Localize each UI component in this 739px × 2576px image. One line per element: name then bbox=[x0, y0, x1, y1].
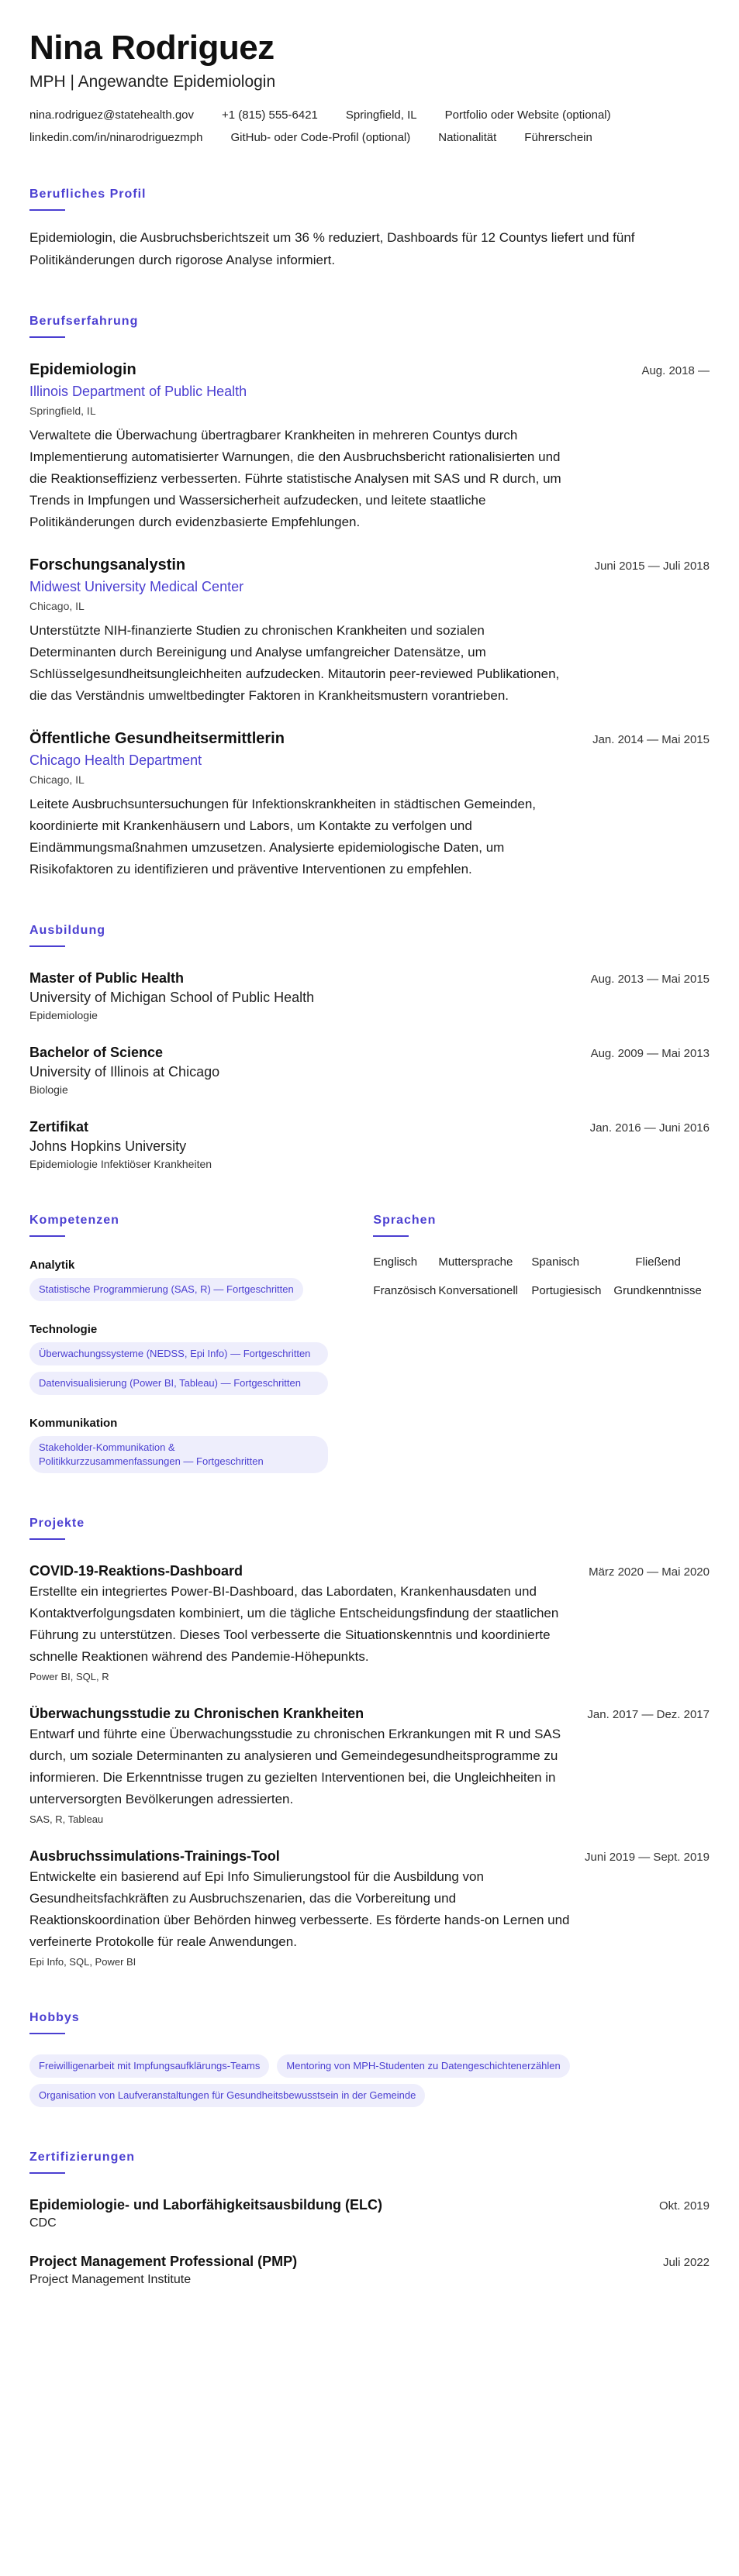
hobby-pill: Mentoring von MPH-Studenten zu Datengeschichtenerzählen bbox=[277, 2054, 569, 2078]
candidate-name: Nina Rodriguez bbox=[29, 29, 275, 67]
candidate-title: MPH | Angewandte Epidemiologin bbox=[29, 73, 276, 91]
project-title: Überwachungsstudie zu Chronischen Krankheiten bbox=[29, 1706, 364, 1722]
certification-date: Juli 2022 bbox=[662, 2256, 710, 2270]
field-of-study: Biologie bbox=[29, 1083, 68, 1097]
project-entry bbox=[29, 1848, 710, 1968]
project-title: COVID-19-Reaktions-Dashboard bbox=[29, 1563, 243, 1579]
job-description: Leitete Ausbruchsuntersuchungen für Infektionskrankheiten in städtischen Gemeinden, koordinierte mit Krankenhäusern und Labors, um Kontakte zu verfolgen und Eindämmungsmaßnahmen umzusetzen. Analysierte epidemiologische Daten, um Risikofaktoren zu identifizieren und präventive Interventionen zu empfehlen. bbox=[29, 797, 537, 877]
education-entry bbox=[29, 1119, 710, 1170]
section-heading: Berufliches Profil bbox=[29, 188, 147, 201]
section-heading: Projekte bbox=[29, 1517, 85, 1531]
section-divider bbox=[373, 1235, 409, 1237]
experience-entry bbox=[29, 361, 710, 533]
hobby-list bbox=[29, 2048, 710, 2107]
institution: University of Illinois at Chicago bbox=[29, 1064, 220, 1080]
certification-date: Okt. 2019 bbox=[658, 2199, 710, 2213]
education-section bbox=[29, 924, 710, 1170]
skill-pill: Überwachungssysteme (NEDSS, Epi Info) — Fortgeschritten bbox=[29, 1342, 328, 1365]
job-title: Epidemiologin bbox=[29, 361, 136, 379]
job-description: Verwaltete die Überwachung übertragbarer Krankheiten in mehreren Countys durch Implementierung automatisierter Warnungen, die den Ausbruchsbericht rationalisierten und die Reaktionseffizienz verbesserten. Führte statistische Analysen mit SAS und R durch, um Trends in Impfungen und Wassersicherheit aufzudecken, und leitete staatliche Politikänderungen durch evidenzbasierte Empfehlungen. bbox=[29, 428, 561, 530]
section-divider bbox=[29, 2172, 65, 2174]
certification-entry bbox=[29, 2197, 710, 2230]
skill-group bbox=[29, 1417, 373, 1473]
contact-portfolio[interactable]: Portfolio oder Website (optional) bbox=[444, 108, 611, 122]
projects-section bbox=[29, 1517, 710, 1968]
section-divider bbox=[29, 1235, 65, 1237]
skill-group bbox=[29, 1259, 373, 1301]
section-heading: Berufserfahrung bbox=[29, 315, 139, 329]
skill-pill: Stakeholder-Kommunikation & Politikkurzzusammenfassungen — Fortgeschritten bbox=[29, 1436, 328, 1473]
section-divider bbox=[29, 336, 65, 338]
project-tech: Power BI, SQL, R bbox=[29, 1671, 109, 1683]
degree: Bachelor of Science bbox=[29, 1045, 164, 1061]
project-date: Jan. 2017 — Dez. 2017 bbox=[587, 1708, 710, 1722]
field-of-study: Epidemiologie bbox=[29, 1009, 98, 1022]
language-name: Portugiesisch bbox=[531, 1284, 602, 1298]
summary-section bbox=[29, 188, 710, 271]
contact-github[interactable]: GitHub- oder Code-Profil (optional) bbox=[230, 131, 411, 145]
contact-location: Springfield, IL bbox=[345, 108, 417, 122]
skill-group-title: Technologie bbox=[29, 1323, 98, 1337]
experience-entry bbox=[29, 730, 710, 880]
employer: Midwest University Medical Center bbox=[29, 579, 244, 595]
job-description: Unterstützte NIH-finanzierte Studien zu chronischen Krankheiten und sozialen Determinanten durch Bereinigung und Analyse umfangreicher Datensätze, um Schlüsselgesundheitsungleichheiten aufzudecken. Mitautorin peer-reviewed Publikationen, die das Verständnis umweltbedingter Faktoren in Krankheitsmustern vorantrieben. bbox=[29, 623, 560, 704]
employer: Chicago Health Department bbox=[29, 752, 202, 769]
project-description: Erstellte ein integriertes Power-BI-Dashboard, das Labordaten, Krankenhausdaten und Kontaktverfolgungsdaten kombiniert, um die tägliche Entscheidungsfindung der staatlichen Führung zu unterstützen. Dieses Tool verbesserte die Situationskenntnis und koordinierte schnelle Reaktionen während des Pandemie-Höhepunkts. bbox=[29, 1584, 559, 1665]
skill-group-title: Analytik bbox=[29, 1259, 75, 1273]
language-level: Fließend bbox=[635, 1255, 681, 1269]
education-date: Aug. 2013 — Mai 2015 bbox=[590, 973, 710, 987]
contact-license: Führerschein bbox=[524, 131, 592, 145]
section-divider bbox=[29, 945, 65, 947]
project-tech: Epi Info, SQL, Power BI bbox=[29, 1956, 136, 1968]
contact-email[interactable]: nina.rodriguez@statehealth.gov bbox=[29, 108, 195, 122]
job-title: Öffentliche Gesundheitsermittlerin bbox=[29, 730, 285, 748]
certification-entry bbox=[29, 2254, 710, 2287]
job-location: Chicago, IL bbox=[29, 773, 85, 787]
certification-issuer: Project Management Institute bbox=[29, 2273, 192, 2287]
certification-issuer: CDC bbox=[29, 2216, 57, 2230]
languages-table bbox=[373, 1255, 710, 1297]
project-description: Entwarf und führte eine Überwachungsstudie zu chronischen Erkrankungen mit R und SAS durch, um soziale Determinanten zu analysieren und Gemeindegesundheitsprogramme zu informieren. Die Erkenntnisse trugen zu gezielten Interventionen bei, die Ungleichheiten in unterversorgten Bevölkerungen adressierten. bbox=[29, 1727, 561, 1807]
project-description: Entwickelte ein basierend auf Epi Info Simulierungstool für die Ausbildung von Gesundheitsfachkräften zu Ausbruchszenarien, das die Vorbereitung und Reaktionskoordination über Behörden hinweg verbesserte. Es förderte hands-on Lernen und verfeinerte Protokolle für reale Anwendungen. bbox=[29, 1869, 570, 1950]
field-of-study: Epidemiologie Infektiöser Krankheiten bbox=[29, 1158, 212, 1171]
education-date: Jan. 2016 — Juni 2016 bbox=[589, 1121, 710, 1135]
languages-section bbox=[373, 1214, 710, 1473]
hobby-pill: Organisation von Laufveranstaltungen für Gesundheitsbewusstsein in der Gemeinde bbox=[29, 2084, 425, 2107]
section-divider bbox=[29, 2033, 65, 2034]
skill-pill: Datenvisualisierung (Power BI, Tableau) — Fortgeschritten bbox=[29, 1372, 328, 1395]
section-heading: Kompetenzen bbox=[29, 1214, 119, 1228]
language-level: Konversationell bbox=[438, 1284, 518, 1298]
hobby-pill: Freiwilligenarbeit mit Impfungsaufklärungs-Teams bbox=[29, 2054, 269, 2078]
experience-entry bbox=[29, 556, 710, 707]
experience-section bbox=[29, 315, 710, 880]
resume-header bbox=[29, 29, 710, 144]
project-title: Ausbruchssimulations-Trainings-Tool bbox=[29, 1848, 280, 1865]
skills-languages-row bbox=[29, 1214, 710, 1473]
degree: Master of Public Health bbox=[29, 970, 185, 987]
language-level: Muttersprache bbox=[438, 1255, 513, 1269]
degree: Zertifikat bbox=[29, 1119, 89, 1135]
certification-title: Project Management Professional (PMP) bbox=[29, 2254, 298, 2270]
summary-text: Epidemiologin, die Ausbruchsberichtszeit um 36 % reduziert, Dashboards für 12 Countys liefert und fünf Politikänderungen durch rigorose Analyse informiert. bbox=[29, 230, 635, 268]
job-date: Juni 2015 — Juli 2018 bbox=[594, 560, 710, 573]
certification-title: Epidemiologie- und Laborfähigkeitsausbildung (ELC) bbox=[29, 2197, 383, 2213]
contact-nationality: Nationalität bbox=[438, 131, 497, 145]
institution: University of Michigan School of Public Health bbox=[29, 990, 315, 1006]
language-name: Französisch bbox=[373, 1284, 437, 1298]
language-level: Grundkenntnisse bbox=[613, 1284, 702, 1298]
skill-pill: Statistische Programmierung (SAS, R) — Fortgeschritten bbox=[29, 1278, 303, 1301]
project-date: März 2020 — Mai 2020 bbox=[589, 1565, 710, 1579]
section-divider bbox=[29, 209, 65, 211]
institution: Johns Hopkins University bbox=[29, 1138, 187, 1155]
job-date: Jan. 2014 — Mai 2015 bbox=[592, 733, 710, 747]
section-divider bbox=[29, 1538, 65, 1540]
contact-list bbox=[29, 108, 710, 144]
job-location: Chicago, IL bbox=[29, 600, 85, 613]
job-title: Forschungsanalystin bbox=[29, 556, 186, 574]
contact-phone[interactable]: +1 (815) 555-6421 bbox=[222, 108, 318, 122]
skill-group-title: Kommunikation bbox=[29, 1417, 118, 1431]
contact-linkedin[interactable]: linkedin.com/in/ninarodriguezmph bbox=[29, 131, 203, 145]
skill-group bbox=[29, 1323, 373, 1395]
project-entry bbox=[29, 1706, 710, 1825]
project-tech: SAS, R, Tableau bbox=[29, 1813, 104, 1826]
education-date: Aug. 2009 — Mai 2013 bbox=[590, 1047, 710, 1061]
education-entry bbox=[29, 1045, 710, 1096]
job-date: Aug. 2018 — bbox=[641, 364, 710, 378]
job-location: Springfield, IL bbox=[29, 405, 96, 418]
project-entry bbox=[29, 1563, 710, 1682]
language-name: Spanisch bbox=[531, 1255, 580, 1269]
certifications-section bbox=[29, 2151, 710, 2287]
section-heading: Ausbildung bbox=[29, 924, 105, 938]
section-heading: Hobbys bbox=[29, 2011, 80, 2025]
employer: Illinois Department of Public Health bbox=[29, 384, 247, 400]
section-heading: Zertifizierungen bbox=[29, 2151, 136, 2164]
education-entry bbox=[29, 970, 710, 1021]
project-date: Juni 2019 — Sept. 2019 bbox=[585, 1851, 710, 1865]
hobbies-section bbox=[29, 2011, 710, 2107]
language-name: Englisch bbox=[373, 1255, 418, 1269]
skills-section bbox=[29, 1214, 373, 1473]
section-heading: Sprachen bbox=[373, 1214, 437, 1228]
